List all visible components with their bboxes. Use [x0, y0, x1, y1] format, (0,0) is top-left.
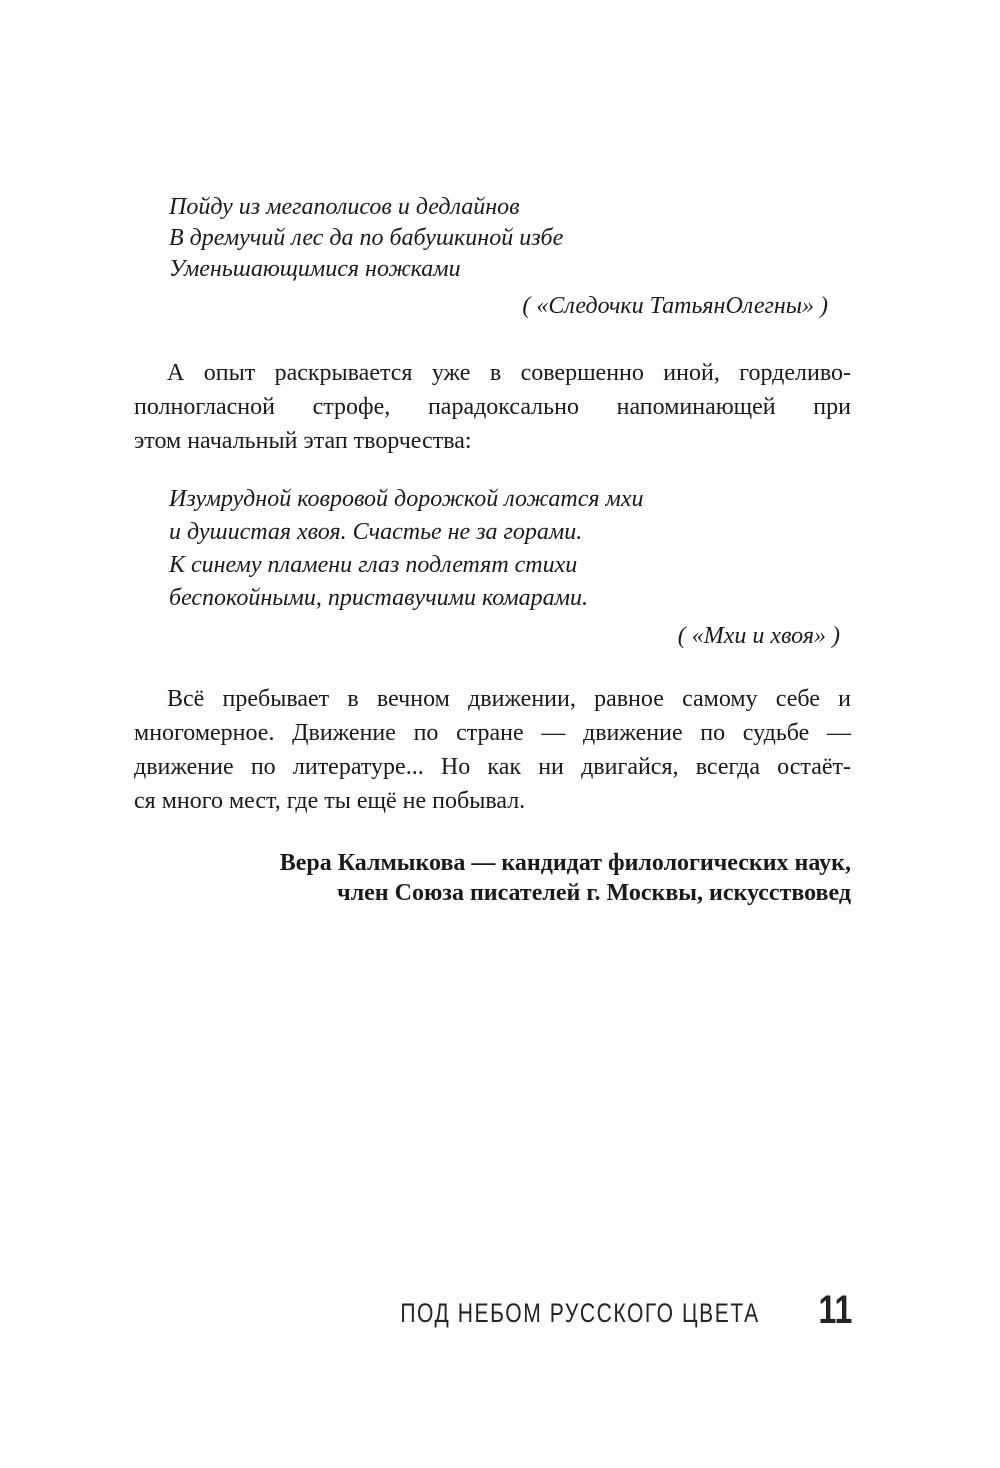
paragraph-line: этом начальный этап творчества: [134, 428, 472, 454]
paragraph-line: полногласной строфе, парадоксально напоминающей при [134, 394, 851, 420]
paragraph-line: движение по литературе... Но как ни двигайся, всегда остаёт- [134, 754, 851, 780]
running-footer-title: ПОД НЕБОМ РУССКОГО ЦВЕТА [400, 1298, 760, 1328]
poem-line: Изумрудной ковровой дорожкой ложатся мхи [169, 486, 644, 512]
paragraph-line: ся много мест, где ты ещё не побывал. [134, 788, 526, 814]
author-credit-line: Вера Калмыкова — кандидат филологических наук, [279, 850, 851, 876]
poem-line: В дремучий лес да по бабушкиной избе [169, 225, 564, 251]
poem-attribution-1: ( «Следочки ТатьянОлегны» ) [522, 293, 828, 319]
paragraph-line: многомерное. Движение по стране — движение по судьбе — [134, 720, 851, 746]
poem-line: К синему пламени глаз подлетят стихи [169, 552, 578, 578]
poem-attribution-2: ( «Мхи и хвоя» ) [677, 623, 840, 649]
paragraph-2 [134, 682, 851, 818]
poem-line: Пойду из мегаполисов и дедлайнов [169, 194, 520, 220]
author-credit [134, 848, 851, 908]
poem-line: и душистая хвоя. Счастье не за горами. [169, 519, 583, 545]
poem-quote-1 [134, 192, 851, 285]
paragraph-line: А опыт раскрывается уже в совершенно иной, горделиво- [167, 360, 851, 386]
author-credit-line: член Союза писателей г. Москвы, искусствовед [337, 880, 851, 906]
poem-line: беспокойными, приставучими комарами. [169, 585, 588, 611]
paragraph-1 [134, 356, 851, 458]
poem-line: Уменьшающимися ножками [169, 256, 461, 282]
poem-quote-2 [134, 483, 851, 615]
page-number: 11 [818, 1288, 852, 1332]
paragraph-line: Всё пребывает в вечном движении, равное самому себе и [167, 686, 851, 712]
